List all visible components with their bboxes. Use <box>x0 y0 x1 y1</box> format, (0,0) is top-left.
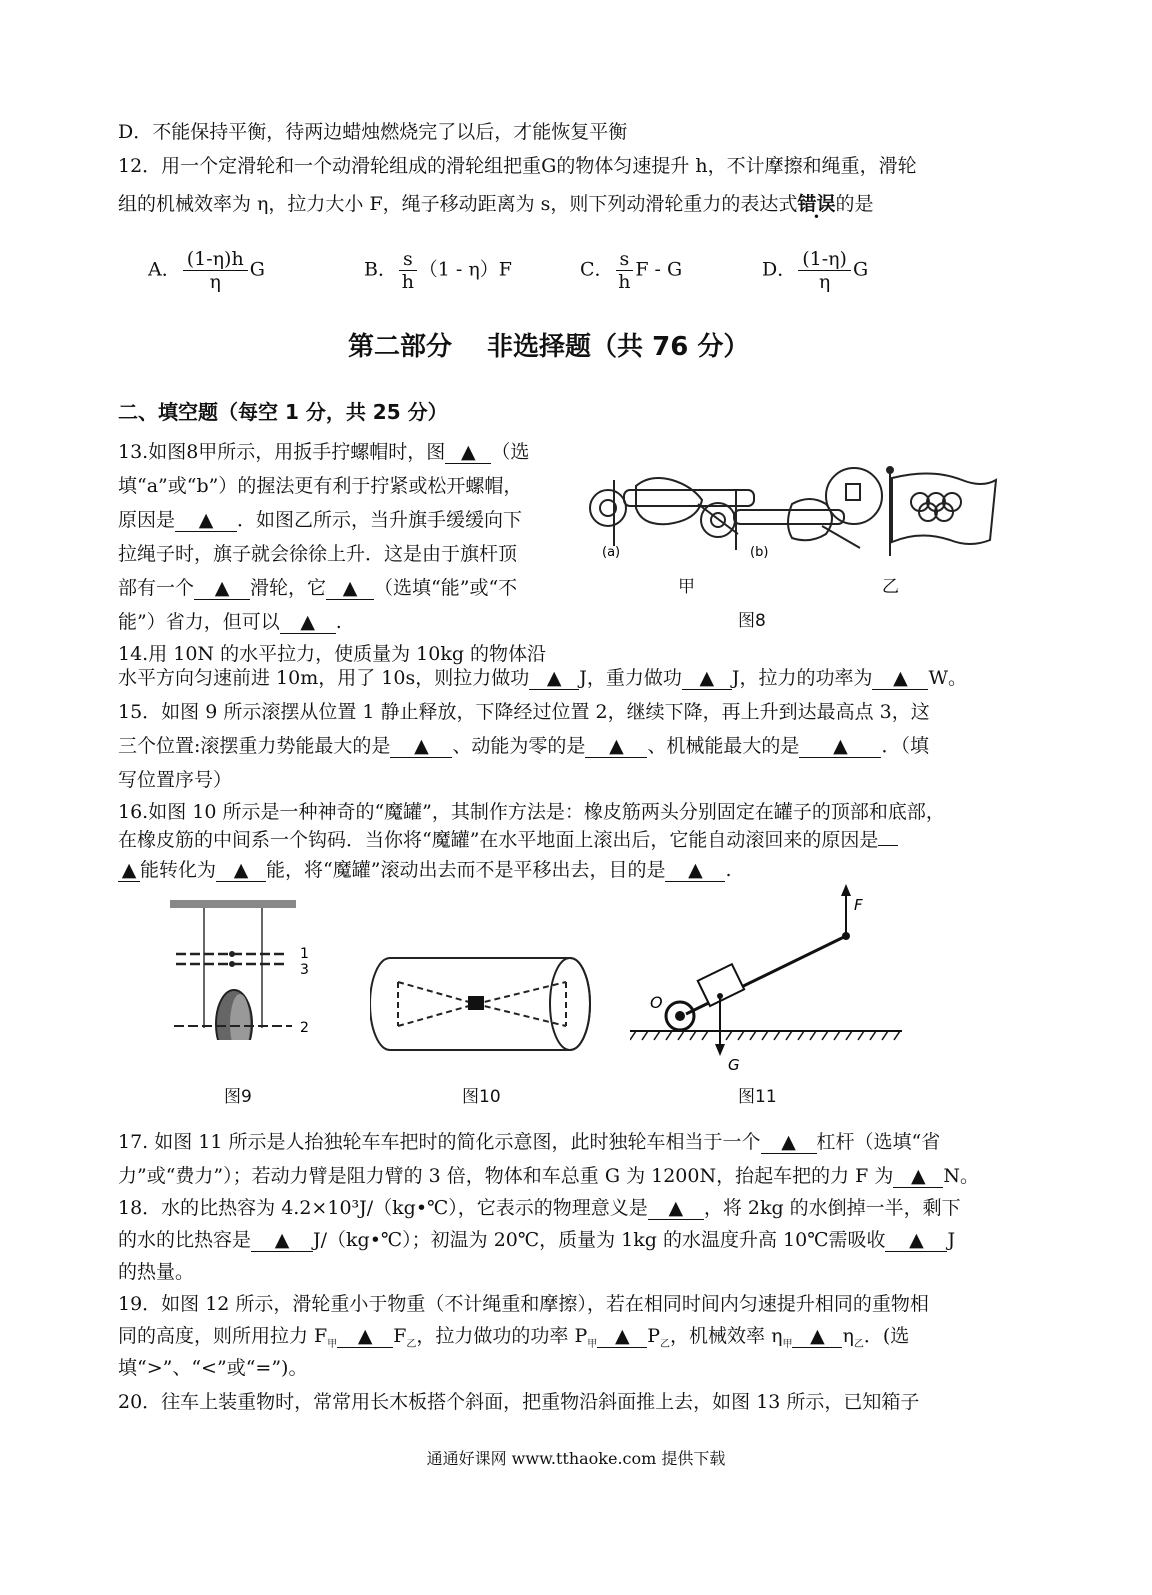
fig8-yi-label: 乙 <box>882 577 899 597</box>
question-18-line-1: 18．水的比热容为 4.2×10³J/（kg•℃），它表示的物理意义是 ▲ ，将 2kg 的水倒掉一半，剩下 <box>118 1197 961 1219</box>
option-c: C． $\frac{s}{h}$ F - G <box>580 248 683 293</box>
fig9-label-2: 2 <box>300 1020 309 1036</box>
question-15-line-2: 三个位置:滚摆重力势能最大的是 ▲ 、动能为零的是 ▲ 、机械能最大的是 ▲ ．（填 <box>118 735 929 757</box>
question-15-line-1: 15．如图 9 所示滚摆从位置 1 静止释放，下降经过位置 2，继续下降，再上升到达最高点 3，这 <box>118 701 930 723</box>
fig10-weight <box>468 996 484 1010</box>
question-17-line-2: 力”或“费力”）；若动力臂是阻力臂的 3 倍，物体和车总重 G 为 1200N，抬起车把的力 F 为 ▲ N。 <box>118 1165 979 1187</box>
fig8-jia-label: 甲 <box>678 577 695 597</box>
question-13-line-2: 填“a”或“b”）的握法更有利于拧紧或松开螺帽， <box>118 475 523 497</box>
fig8-a-label: (a) <box>602 545 621 560</box>
question-16-line-3: ▲ 能转化为 ▲ 能，将“魔罐”滚动出去而不是平移出去，目的是 ▲ . <box>118 858 732 882</box>
question-19-line-1: 19．如图 12 所示，滑轮重小于物重（不计绳重和摩擦），若在相同时间内匀速提升相同的重物相 <box>118 1293 929 1315</box>
emphasis-text: 错误 <box>797 193 836 215</box>
fig9-ceiling <box>170 900 296 908</box>
section-title: 二、填空题（每空 1 分，共 25 分） <box>118 400 448 424</box>
fig8-caption: 图8 <box>738 611 766 631</box>
question-15-line-3: 写位置序号） <box>118 769 233 791</box>
fig9-label-3: 3 <box>300 962 309 978</box>
figure-11 <box>630 880 910 1080</box>
question-19-line-2: 同的高度，则所用拉力 $F_甲$ ▲ $F_乙$，拉力做功的功率 $P_甲$ ▲ $P_乙$，机械效率 $\eta_甲$ ▲ $\eta_乙$．(选 <box>118 1325 910 1350</box>
fig11-label-f: F <box>854 896 863 914</box>
fig11-caption: 图11 <box>738 1087 777 1107</box>
option-a: A． $\frac{(1-\eta)h}{\eta}$ G <box>148 248 265 293</box>
question-16-line-2: 在橡皮筋的中间系一个钩码．当你将“魔罐”在水平地面上滚出后，它能自动滚回来的原因是 <box>118 828 898 852</box>
figure-10 <box>370 952 600 1056</box>
fig10-caption: 图10 <box>462 1087 501 1107</box>
question-13-line-4: 拉绳子时，旗子就会徐徐上升．这是由于旗杆顶 <box>118 543 518 565</box>
question-16-line-1: 16.如图 10 所示是一种神奇的“魔罐”，其制作方法是：橡皮筋两头分别固定在罐子的顶部和底部， <box>118 801 945 823</box>
question-14-line-1: 14.用 10N 的水平拉力，使质量为 10kg 的物体沿 <box>118 643 547 665</box>
fig8-b-label: (b) <box>750 545 769 560</box>
part-title: 第二部分 非选择题（共 76 分） <box>348 332 750 362</box>
question-13-line-6: 能”）省力，但可以 ▲ . <box>118 611 342 633</box>
question-14-line-2: 水平方向匀速前进 10m，用了 10s，则拉力做功 ▲ J，重力做功 ▲ J，拉力的功率为 ▲ W。 <box>118 667 967 689</box>
question-18-line-3: 的热量。 <box>118 1261 195 1283</box>
fig11-label-g: G <box>728 1056 740 1074</box>
footer: 通通好课网 www.tthaoke.com 提供下载 <box>426 1449 726 1468</box>
option-d-line: D．不能保持平衡，待两边蜡烛燃烧完了以后，才能恢复平衡 <box>118 121 628 143</box>
figure-9 <box>170 900 330 1040</box>
question-18-line-2: 的水的比热容是 ▲ J/（kg•℃）；初温为 20℃，质量为 1kg 的水温度升高 10℃需吸收 ▲ J <box>118 1229 956 1251</box>
fig9-label-1: 1 <box>300 946 309 962</box>
question-20-line-1: 20．往车上装重物时，常常用长木板搭个斜面，把重物沿斜面推上去，如图 13 所示，已知箱子 <box>118 1391 920 1413</box>
question-13-line-5: 部有一个 ▲ 滑轮，它 ▲ （选填“能”或“不 <box>118 577 518 599</box>
question-13-line-1: 13.如图8甲所示，用扳手拧螺帽时，图 ▲ （选 <box>118 441 530 463</box>
fig11-label-o: O <box>650 993 663 1012</box>
question-12-line-1: 12．用一个定滑轮和一个动滑轮组成的滑轮组把重G的物体匀速提升 h，不计摩擦和绳重，滑轮 <box>118 155 917 177</box>
figure-8 <box>578 456 998 606</box>
question-13-line-3: 原因是 ▲ ．如图乙所示，当升旗手缓缓向下 <box>118 509 523 531</box>
fig9-caption: 图9 <box>224 1087 252 1107</box>
wrench-a-drawing <box>590 478 754 546</box>
option-d: D． $\frac{(1-\eta)}{\eta}$ G <box>762 248 869 293</box>
question-12-line-2: 组的机械效率为 η，拉力大小 F，绳子移动距离为 s，则下列动滑轮重力的表达式错误的是 <box>118 193 874 215</box>
option-b: B． $\frac{s}{h}$ （1 - η）F <box>364 248 512 293</box>
wrench-b-drawing <box>701 490 860 550</box>
question-17-line-1: 17. 如图 11 所示是人抬独轮车车把时的简化示意图，此时独轮车相当于一个 ▲ 杠杆（选填“省 <box>118 1131 941 1153</box>
question-19-line-3: 填“>”、“<”或“=”)。 <box>118 1357 308 1379</box>
